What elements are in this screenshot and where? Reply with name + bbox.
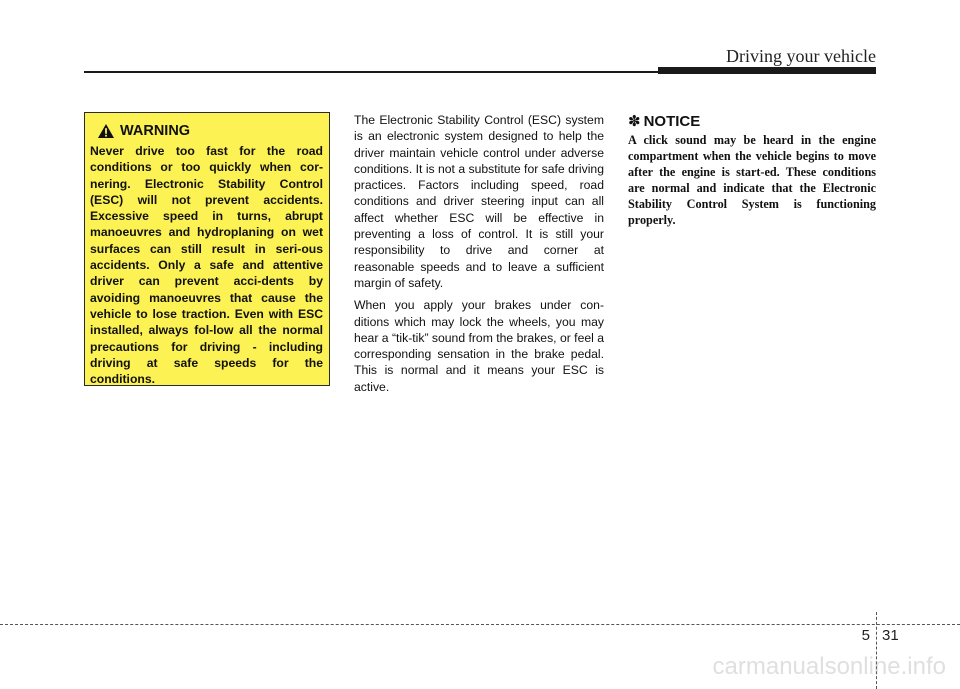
warning-body: Never drive too fast for the road conditions or too quickly when cor-nering. Electronic Stability Control (ESC) will not prevent accidents. Excessive speed in turns, abrupt manoeuvres and hydroplaning on wet surfaces can still result in seri-ous accidents. Only a safe and attentive driver can prevent acci-dents by avoiding manoeuvres that cause the vehicle to lose traction. Even with ESC installed, always fol-low all the normal precautions for driving - including driving at safe speeds for the conditions.	[90, 144, 323, 387]
section-title: Driving your vehicle	[726, 46, 876, 66]
chapter-number: 5	[861, 627, 870, 644]
warning-triangle-icon	[97, 123, 115, 139]
header-bar	[658, 67, 876, 74]
notice-header	[628, 112, 876, 130]
watermark: carmanualsonline.info	[712, 653, 946, 680]
notice-column	[628, 112, 876, 229]
main-text-column	[354, 112, 604, 401]
notice-title: NOTICE	[643, 112, 701, 130]
paragraph: When you apply your brakes under con-ditions which may lock the wheels, you may hear a “tik-tik” sound from the brakes, or feel a corresponding sensation in the brake pedal. This is normal and it means your ESC is active.	[354, 298, 604, 394]
notice-star-icon: ✽	[628, 112, 641, 130]
warning-title: WARNING	[120, 123, 191, 139]
warning-header	[90, 123, 323, 139]
warning-box	[84, 112, 330, 386]
paragraph: The Electronic Stability Control (ESC) system is an electronic system designed to help the driver maintain vehicle control under adverse conditions. It is not a substitute for safe driving practices. Factors including speed, road conditions and driver steering input can all affect whether ESC will be effective in preventing a loss of control. It is still your responsibility to drive and corner at reasonable speeds and to leave a sufficient margin of safety.	[354, 113, 604, 290]
header-rule	[84, 71, 660, 73]
notice-body: A click sound may be heard in the engine compartment when the vehicle begins to move after the engine is start-ed. These conditions are normal and indicate that the Electronic Stability Control System is functioning properly.	[628, 133, 876, 228]
footer-rule	[0, 624, 960, 625]
page-number: 31	[882, 627, 899, 644]
